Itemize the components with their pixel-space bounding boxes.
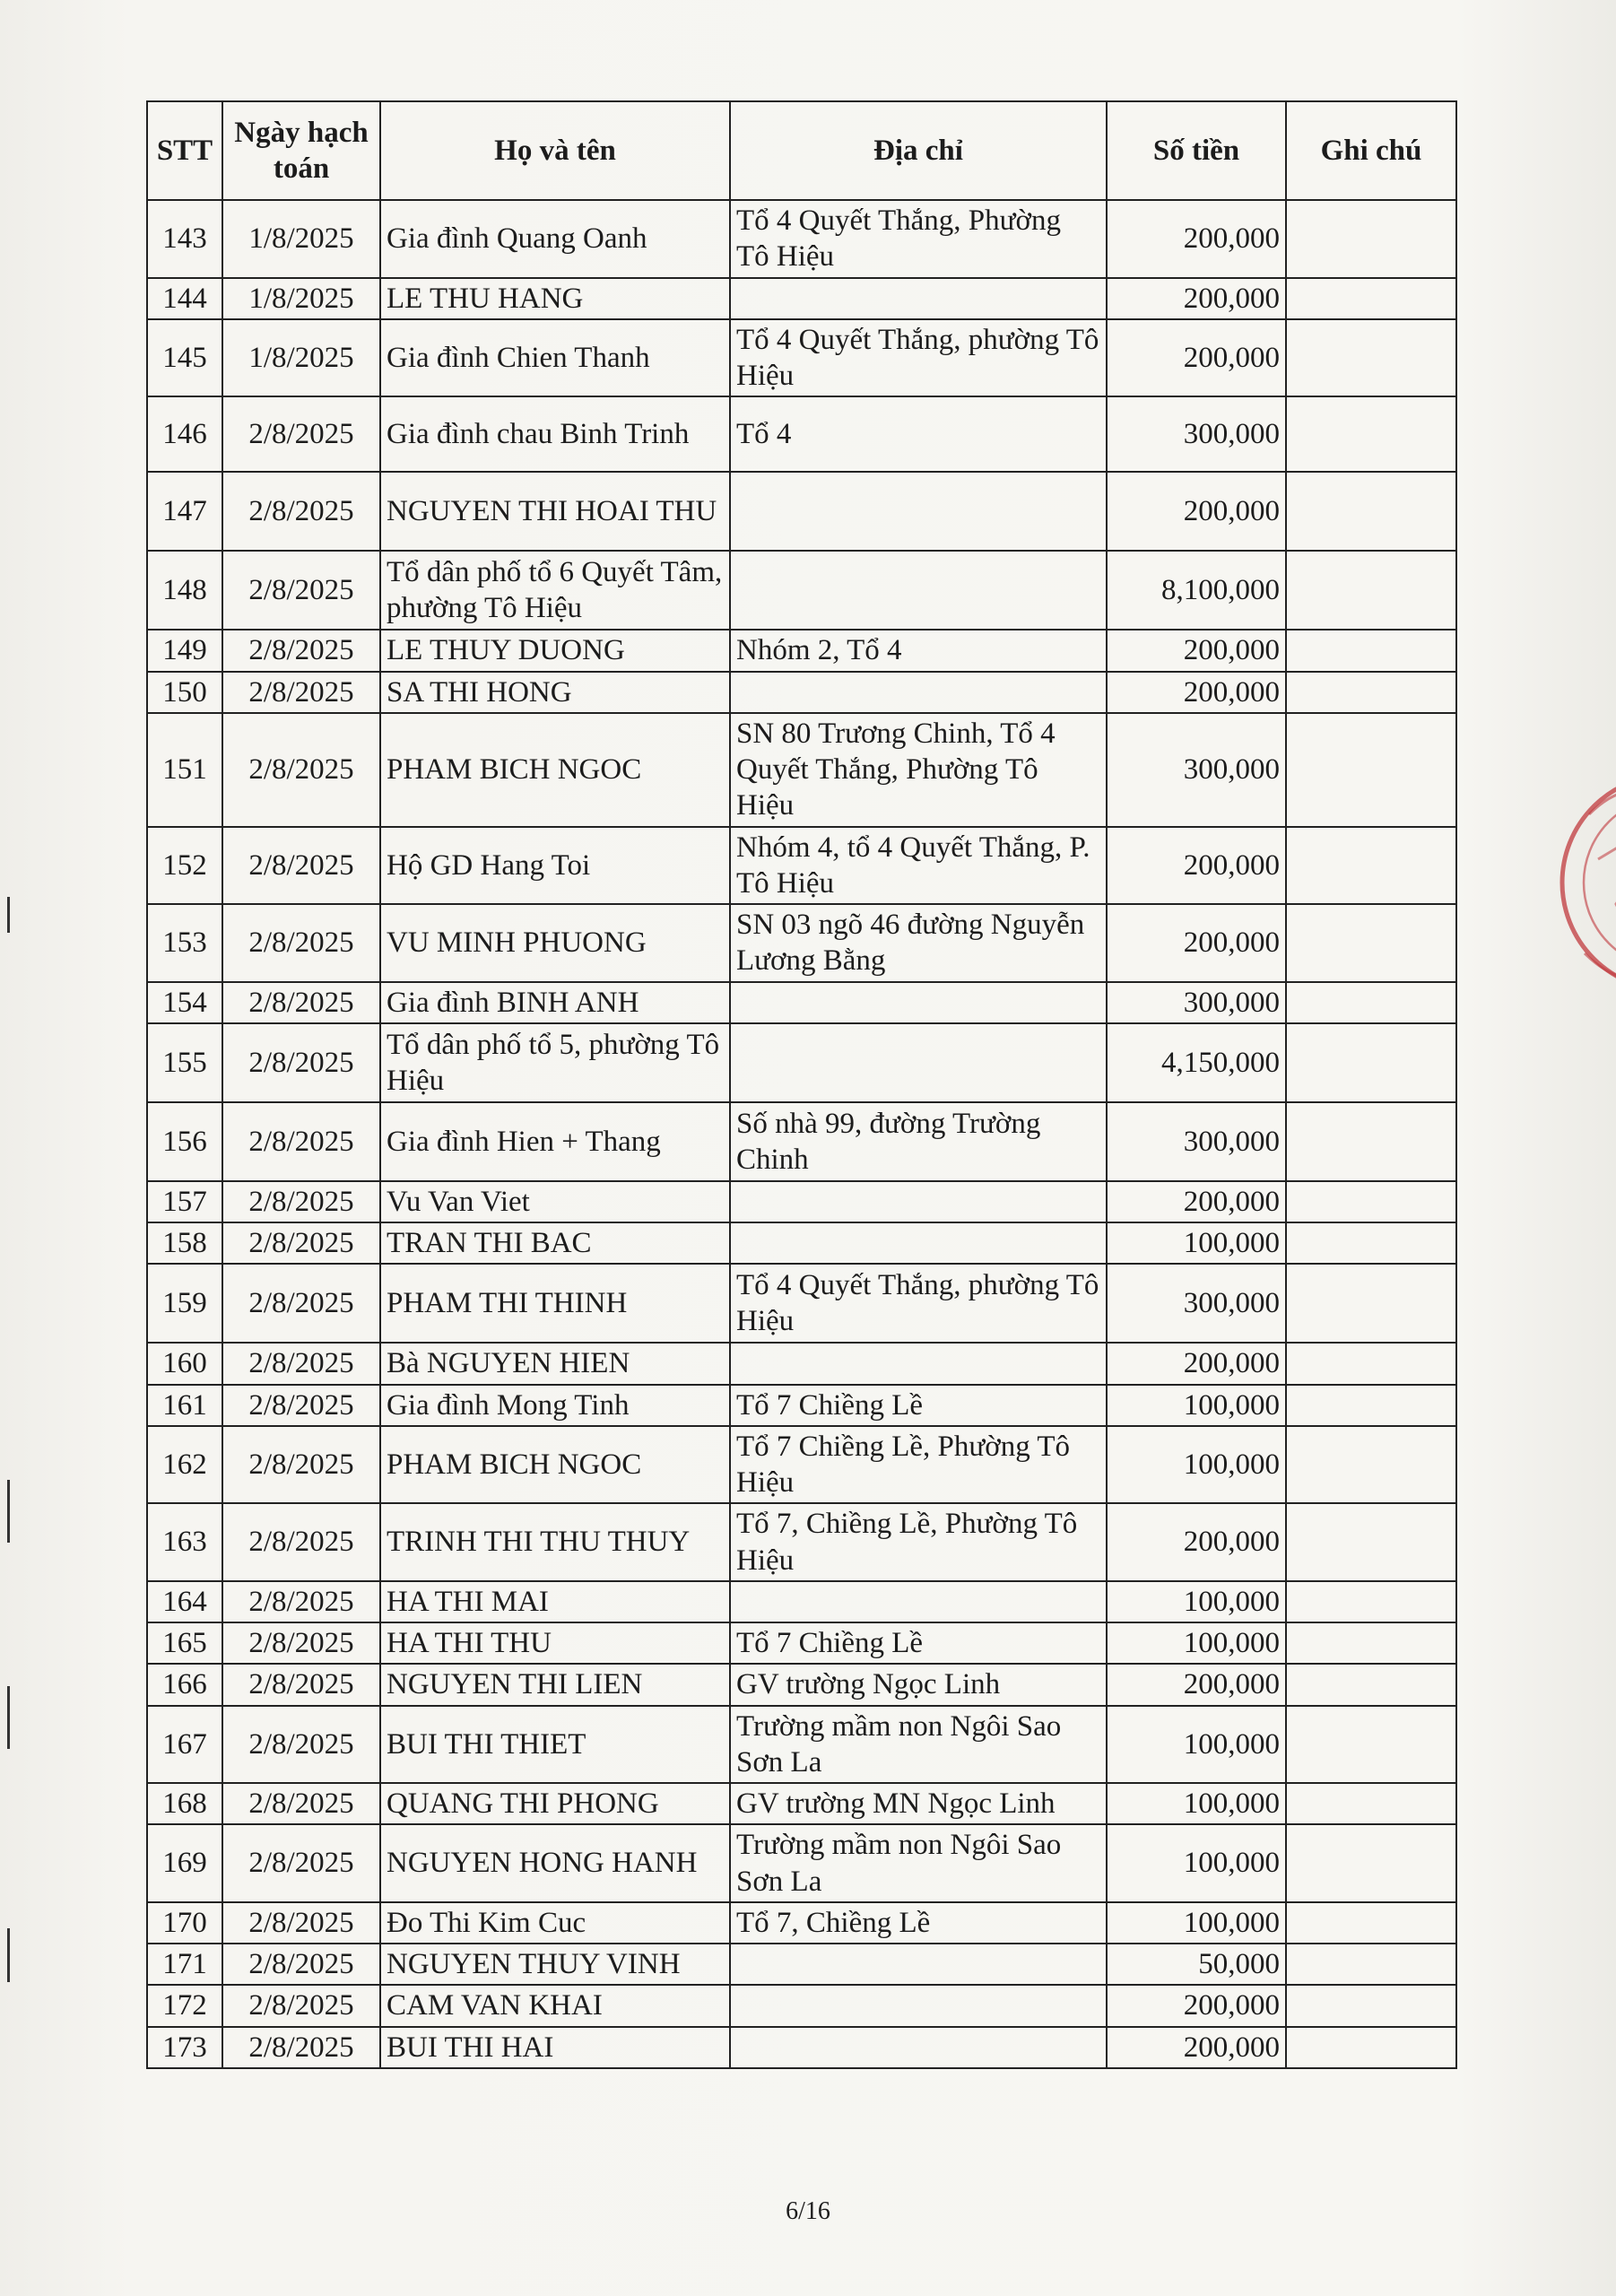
cell-name: BUI THI THIET [380,1706,730,1784]
cell-stt: 170 [147,1902,222,1944]
cell-amount: 200,000 [1107,1343,1286,1384]
cell-name: Vu Van Viet [380,1181,730,1222]
cell-amount: 200,000 [1107,1985,1286,2026]
cell-date: 2/8/2025 [222,1426,380,1504]
table-row [147,200,1456,278]
cell-note [1286,1264,1456,1343]
cell-date: 2/8/2025 [222,1824,380,1902]
cell-stt: 169 [147,1824,222,1902]
cell-date: 2/8/2025 [222,1222,380,1264]
margin-scan-mark [7,1480,10,1543]
cell-date: 1/8/2025 [222,200,380,278]
cell-name: PHAM BICH NGOC [380,713,730,827]
cell-stt: 167 [147,1706,222,1784]
cell-stt: 148 [147,551,222,630]
cell-note [1286,1503,1456,1581]
cell-name: NGUYEN THI HOAI THU [380,472,730,551]
cell-name: Gia đình Mong Tinh [380,1385,730,1426]
header-address: Địa chỉ [730,101,1107,200]
cell-name: Gia đình Hien + Thang [380,1102,730,1181]
cell-note [1286,1581,1456,1622]
cell-address: Trường mầm non Ngôi Sao Sơn La [730,1706,1107,1784]
cell-stt: 171 [147,1944,222,1985]
cell-address [730,1985,1107,2026]
cell-amount: 200,000 [1107,827,1286,905]
cell-date: 2/8/2025 [222,904,380,982]
cell-address [730,472,1107,551]
cell-address [730,1343,1107,1384]
cell-note [1286,672,1456,713]
cell-stt: 144 [147,278,222,319]
cell-address: Tổ 7 Chiềng Lề [730,1385,1107,1426]
table-body [147,200,1456,2068]
cell-address [730,1581,1107,1622]
cell-address [730,672,1107,713]
cell-note [1286,551,1456,630]
cell-date: 2/8/2025 [222,1181,380,1222]
cell-note [1286,1985,1456,2026]
cell-note [1286,904,1456,982]
cell-note [1286,630,1456,671]
table-row [147,1503,1456,1581]
cell-stt: 161 [147,1385,222,1426]
table-row [147,1343,1456,1384]
cell-address: Tổ 4 Quyết Thắng, phường Tô Hiệu [730,319,1107,397]
cell-amount: 8,100,000 [1107,551,1286,630]
cell-stt: 153 [147,904,222,982]
table-row [147,1264,1456,1343]
cell-name: SA THI HONG [380,672,730,713]
cell-stt: 160 [147,1343,222,1384]
cell-note [1286,1222,1456,1264]
header-stt: STT [147,101,222,200]
cell-name: TRAN THI BAC [380,1222,730,1264]
table-row [147,1102,1456,1181]
cell-name: VU MINH PHUONG [380,904,730,982]
cell-name: Hộ GD Hang Toi [380,827,730,905]
cell-name: Gia đình chau Binh Trinh [380,396,730,472]
cell-note [1286,1622,1456,1664]
cell-amount: 200,000 [1107,630,1286,671]
cell-amount: 200,000 [1107,672,1286,713]
cell-stt: 168 [147,1783,222,1824]
table-header-row [147,101,1456,200]
cell-note [1286,2027,1456,2068]
cell-address [730,1944,1107,1985]
cell-note [1286,1023,1456,1102]
cell-amount: 200,000 [1107,278,1286,319]
cell-note [1286,1706,1456,1784]
table-row [147,904,1456,982]
cell-stt: 172 [147,1985,222,2026]
cell-date: 2/8/2025 [222,827,380,905]
cell-amount: 100,000 [1107,1222,1286,1264]
cell-note [1286,982,1456,1023]
cell-address [730,982,1107,1023]
cell-name: Gia đình Quang Oanh [380,200,730,278]
cell-stt: 159 [147,1264,222,1343]
cell-note [1286,319,1456,397]
cell-note [1286,1181,1456,1222]
table-row [147,1181,1456,1222]
table-row [147,1664,1456,1705]
cell-date: 2/8/2025 [222,551,380,630]
cell-address: Tổ 4 Quyết Thắng, phường Tô Hiệu [730,1264,1107,1343]
cell-address: SN 80 Trương Chinh, Tổ 4 Quyết Thắng, Phường Tô Hiệu [730,713,1107,827]
cell-stt: 157 [147,1181,222,1222]
cell-amount: 4,150,000 [1107,1023,1286,1102]
cell-stt: 149 [147,630,222,671]
cell-date: 2/8/2025 [222,672,380,713]
cell-name: HA THI MAI [380,1581,730,1622]
cell-date: 2/8/2025 [222,1102,380,1181]
cell-amount: 100,000 [1107,1706,1286,1784]
cell-name: TRINH THI THU THUY [380,1503,730,1581]
page-number: 6/16 [786,2197,830,2225]
cell-address: Tổ 7 Chiềng Lề, Phường Tô Hiệu [730,1426,1107,1504]
cell-date: 2/8/2025 [222,472,380,551]
table-row [147,1706,1456,1784]
cell-note [1286,713,1456,827]
cell-note [1286,1824,1456,1902]
cell-date: 2/8/2025 [222,1664,380,1705]
cell-amount: 100,000 [1107,1581,1286,1622]
table-row [147,551,1456,630]
cell-date: 2/8/2025 [222,1385,380,1426]
cell-stt: 147 [147,472,222,551]
table-row [147,319,1456,397]
cell-address: GV trường Ngọc Linh [730,1664,1107,1705]
cell-date: 2/8/2025 [222,1706,380,1784]
table-row [147,1783,1456,1824]
cell-stt: 155 [147,1023,222,1102]
cell-address: Tổ 7, Chiềng Lề, Phường Tô Hiệu [730,1503,1107,1581]
table-row [147,472,1456,551]
cell-date: 2/8/2025 [222,713,380,827]
cell-amount: 300,000 [1107,396,1286,472]
table-row [147,630,1456,671]
cell-date: 1/8/2025 [222,319,380,397]
cell-address: Tổ 4 Quyết Thắng, Phường Tô Hiệu [730,200,1107,278]
table-row [147,1385,1456,1426]
cell-date: 2/8/2025 [222,1264,380,1343]
cell-date: 2/8/2025 [222,1783,380,1824]
cell-address [730,1222,1107,1264]
table-row [147,1902,1456,1944]
header-name: Họ và tên [380,101,730,200]
cell-date: 2/8/2025 [222,630,380,671]
cell-stt: 165 [147,1622,222,1664]
cell-name: PHAM BICH NGOC [380,1426,730,1504]
cell-address: Số nhà 99, đường Trường Chinh [730,1102,1107,1181]
table-row [147,1622,1456,1664]
cell-name: Gia đình BINH ANH [380,982,730,1023]
cell-date: 2/8/2025 [222,1023,380,1102]
cell-name: CAM VAN KHAI [380,1985,730,2026]
cell-amount: 300,000 [1107,982,1286,1023]
cell-address: Tổ 7 Chiềng Lề [730,1622,1107,1664]
header-amount: Số tiền [1107,101,1286,200]
cell-amount: 100,000 [1107,1385,1286,1426]
cell-note [1286,1385,1456,1426]
cell-note [1286,396,1456,472]
cell-address [730,1181,1107,1222]
cell-name: Bà NGUYEN HIEN [380,1343,730,1384]
cell-note [1286,1783,1456,1824]
cell-date: 2/8/2025 [222,1343,380,1384]
cell-stt: 164 [147,1581,222,1622]
cell-name: HA THI THU [380,1622,730,1664]
margin-scan-mark [7,1686,10,1749]
header-date: Ngày hạch toán [222,101,380,200]
table-row [147,1426,1456,1504]
cell-amount: 200,000 [1107,2027,1286,2068]
cell-amount: 100,000 [1107,1824,1286,1902]
cell-note [1286,1664,1456,1705]
header-note: Ghi chú [1286,101,1456,200]
cell-address [730,551,1107,630]
cell-note [1286,1426,1456,1504]
cell-address [730,2027,1107,2068]
cell-note [1286,278,1456,319]
table-row [147,1824,1456,1902]
cell-date: 2/8/2025 [222,982,380,1023]
cell-date: 2/8/2025 [222,1902,380,1944]
cell-stt: 146 [147,396,222,472]
cell-amount: 100,000 [1107,1622,1286,1664]
cell-amount: 200,000 [1107,904,1286,982]
cell-name: PHAM THI THINH [380,1264,730,1343]
cell-stt: 173 [147,2027,222,2068]
cell-note [1286,827,1456,905]
cell-stt: 156 [147,1102,222,1181]
table-row [147,1222,1456,1264]
cell-address: SN 03 ngõ 46 đường Nguyễn Lương Bằng [730,904,1107,982]
cell-stt: 145 [147,319,222,397]
table-row [147,1581,1456,1622]
cell-note [1286,1944,1456,1985]
cell-amount: 300,000 [1107,1102,1286,1181]
cell-date: 2/8/2025 [222,1581,380,1622]
cell-amount: 200,000 [1107,200,1286,278]
cell-amount: 200,000 [1107,319,1286,397]
cell-name: Gia đình Chien Thanh [380,319,730,397]
cell-note [1286,200,1456,278]
donation-ledger-table [146,100,1457,2069]
table-row [147,2027,1456,2068]
cell-name: NGUYEN THI LIEN [380,1664,730,1705]
cell-name: Tổ dân phố tổ 5, phường Tô Hiệu [380,1023,730,1102]
cell-note [1286,472,1456,551]
cell-name: Tổ dân phố tổ 6 Quyết Tâm, phường Tô Hiệu [380,551,730,630]
cell-address [730,1023,1107,1102]
table-row [147,278,1456,319]
cell-amount: 300,000 [1107,713,1286,827]
cell-amount: 100,000 [1107,1783,1286,1824]
cell-name: QUANG THI PHONG [380,1783,730,1824]
cell-amount: 50,000 [1107,1944,1286,1985]
cell-address: Trường mầm non Ngôi Sao Sơn La [730,1824,1107,1902]
table-row [147,1944,1456,1985]
cell-stt: 163 [147,1503,222,1581]
cell-date: 2/8/2025 [222,1503,380,1581]
cell-address [730,278,1107,319]
cell-date: 2/8/2025 [222,1622,380,1664]
cell-amount: 100,000 [1107,1902,1286,1944]
cell-amount: 200,000 [1107,1664,1286,1705]
margin-scan-mark [7,1928,10,1982]
cell-note [1286,1902,1456,1944]
cell-stt: 151 [147,713,222,827]
cell-amount: 300,000 [1107,1264,1286,1343]
cell-name: NGUYEN THUY VINH [380,1944,730,1985]
cell-address: Nhóm 2, Tổ 4 [730,630,1107,671]
cell-address: GV trường MN Ngọc Linh [730,1783,1107,1824]
cell-stt: 154 [147,982,222,1023]
cell-date: 2/8/2025 [222,1985,380,2026]
official-seal-stamp [1535,761,1616,1004]
cell-name: LE THUY DUONG [380,630,730,671]
table-row [147,827,1456,905]
cell-address: Nhóm 4, tổ 4 Quyết Thắng, P. Tô Hiệu [730,827,1107,905]
cell-date: 2/8/2025 [222,396,380,472]
cell-address: Tổ 7, Chiềng Lề [730,1902,1107,1944]
cell-note [1286,1343,1456,1384]
cell-name: BUI THI HAI [380,2027,730,2068]
cell-amount: 200,000 [1107,1503,1286,1581]
table-row [147,1985,1456,2026]
table-row [147,672,1456,713]
cell-name: LE THU HANG [380,278,730,319]
cell-note [1286,1102,1456,1181]
table-row [147,982,1456,1023]
cell-amount: 200,000 [1107,1181,1286,1222]
cell-stt: 158 [147,1222,222,1264]
cell-amount: 100,000 [1107,1426,1286,1504]
table-row [147,713,1456,827]
cell-name: NGUYEN HONG HANH [380,1824,730,1902]
cell-stt: 150 [147,672,222,713]
cell-stt: 143 [147,200,222,278]
cell-stt: 166 [147,1664,222,1705]
cell-stt: 152 [147,827,222,905]
table-row [147,1023,1456,1102]
cell-date: 2/8/2025 [222,2027,380,2068]
table-row [147,396,1456,472]
cell-date: 2/8/2025 [222,1944,380,1985]
margin-scan-mark [7,897,10,933]
cell-date: 1/8/2025 [222,278,380,319]
cell-name: Đo Thi Kim Cuc [380,1902,730,1944]
cell-stt: 162 [147,1426,222,1504]
cell-amount: 200,000 [1107,472,1286,551]
cell-address: Tổ 4 [730,396,1107,472]
